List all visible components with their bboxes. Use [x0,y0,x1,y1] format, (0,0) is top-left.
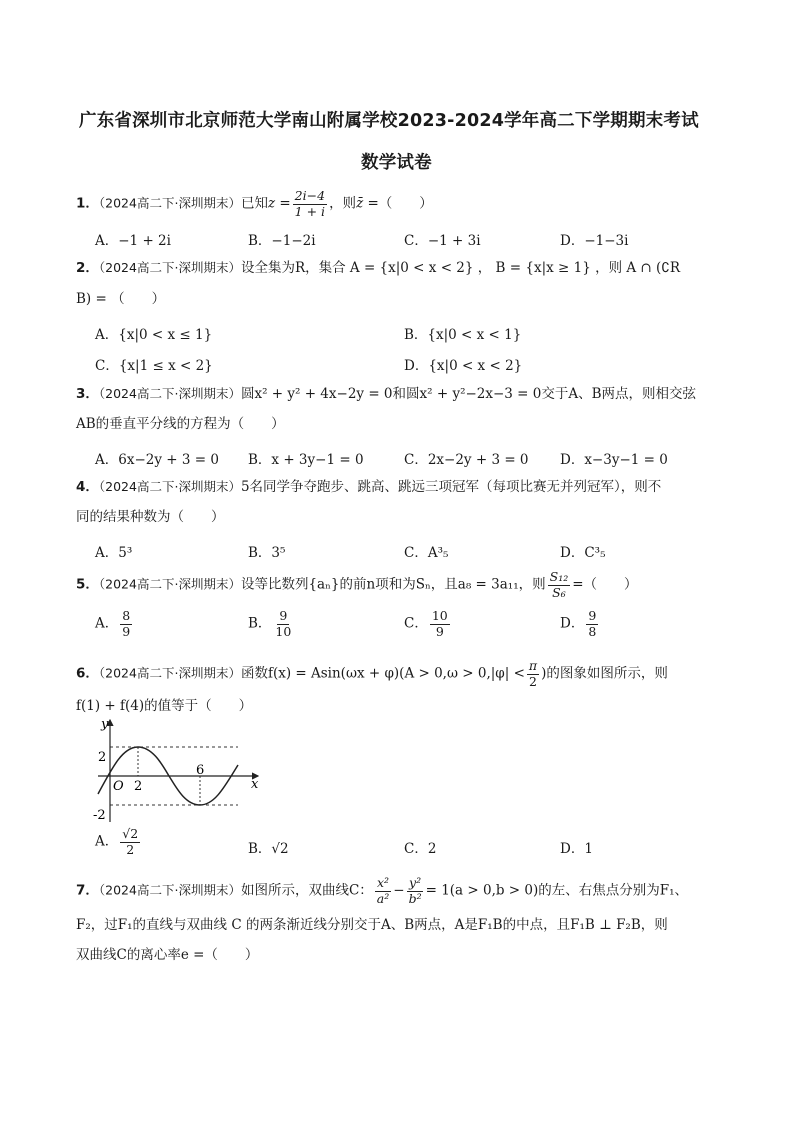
option-c: C．2x−2y + 3 = 0 [404,452,529,468]
origin-label: O [113,779,124,794]
exam-subtitle: 数学试卷 [361,153,432,173]
question-6-line2: f(1) + f(4)的值等于（ ） [76,698,253,714]
option-d: D．1 [560,841,593,857]
question-number: 2． [76,260,99,276]
tick-label-ymin: -2 [93,808,106,823]
question-2-line2: B) = （ ） [76,291,166,307]
question-number: 3． [76,386,99,402]
answer-blank: （ ） [378,195,433,212]
fraction: $\frac{\text{y²}}{\text{b²}}$ [408,875,422,906]
fraction: $\frac{\text{S₁₂}}{\text{S₆}}$ [549,569,569,600]
y-axis-label: y [101,717,109,732]
option-d: D．x−3y−1 = 0 [560,452,668,468]
tick-label-6: 6 [196,763,205,778]
option-d: D． $\frac{9}{8}$ [560,608,597,639]
question-source-tag: （2024高二下·深圳期末） [98,576,241,592]
exam-title: 广东省深圳市北京师范大学南山附属学校2023-2024学年高二下学期期末考试 [79,111,699,131]
fraction: $\frac{\text{x²}}{\text{a²}}$ [376,875,390,906]
question-5 [76,571,638,599]
sine-graph [88,716,268,826]
question-text: 函数f(x) = Asin(ωx + φ)(A > 0,ω > 0,|φ| < [240,665,525,682]
question-number: 1． [76,195,99,212]
option-b: B．{x|0 < x < 1} [404,327,522,343]
question-2 [76,259,680,277]
option-b: B．−1−2i [248,233,316,249]
question-text: 如图所示，双曲线C： [240,882,373,899]
option-a: A．−1 + 2i [95,233,171,249]
question-source-tag: （2024高二下·深圳期末） [98,882,241,898]
fraction: $\frac{2i-4}{1 + i}$ [294,188,326,219]
question-3 [76,385,696,403]
option-a: A． $\frac{√2}{2}$ [95,826,139,857]
x-axis-label: x [251,777,259,792]
question-source-tag: （2024高二下·深圳期末） [98,386,241,401]
question-3-line2: AB的垂直平分线的方程为（ ） [76,416,285,432]
option-c: C．{x|1 ≤ x < 2} [95,358,213,374]
question-7-line2: F₂，过F₁的直线与双曲线 C 的两条渐近线分别交于A、B两点，A是F₁B的中点，且F₁B ⊥ F₂B，则 [76,917,668,933]
option-c: C． $\frac{10}{9}$ [404,608,448,639]
fraction: $\frac{\pi}{2}$ [528,658,538,689]
option-c: C．−1 + 3i [404,233,481,249]
question-number: 5． [76,576,99,593]
question-text: 已知 [240,195,268,212]
question-number: 7． [76,882,99,899]
option-b: B．x + 3y−1 = 0 [248,452,364,468]
option-d: D．C³₅ [560,545,606,561]
tick-label-ymax: 2 [98,750,107,765]
math-expression: z = [267,195,291,212]
question-number: 4． [76,479,99,495]
question-source-tag: （2024高二下·深圳期末） [98,479,241,494]
question-7-line3: 双曲线C的离心率e =（ ） [76,947,259,963]
question-source-tag: （2024高二下·深圳期末） [98,260,241,275]
option-b: B．√2 [248,841,289,857]
option-d: D．{x|0 < x < 2} [404,358,523,374]
question-6 [76,660,668,688]
option-a: A．{x|0 < x ≤ 1} [95,327,213,343]
question-7: 7．（2024高二下·深圳期末）如图所示，双曲线C： $\frac{\text{x²}}{\text{a²}}$ − $\frac{\text{y²}}{\text{b²}}$ = 1(a > 0,b > 0)的左、右焦点分别为F₁、 [76,875,689,906]
question-text: ，则 [329,195,357,212]
question-source-tag: （2024高二下·深圳期末） [98,665,241,681]
question-source-tag: （2024高二下·深圳期末） [98,195,241,211]
option-b: B． $\frac{9}{10}$ [248,608,292,639]
option-a: A．6x−2y + 3 = 0 [95,452,219,468]
option-c: C．2 [404,841,437,857]
option-d: D．−1−3i [560,233,629,249]
question-text: 圆x² + y² + 4x−2y = 0和圆x² + y²−2x−3 = 0交于A、B两点，则相交弦 [240,386,697,402]
option-b: B．3⁵ [248,545,286,561]
question-4 [76,478,661,496]
question-number: 6． [76,665,99,682]
option-c: C．A³₅ [404,545,449,561]
tick-label-2: 2 [134,779,143,794]
question-text: 设等比数列{aₙ}的前n项和为Sₙ，且a₈ = 3a₁₁，则 [240,576,546,593]
question-text: 设全集为R，集合 A = {x|0 < x < 2} ， B = {x|x ≥ 1} ，则 A ∩ (∁R [240,260,681,276]
question-text: = 1(a > 0,b > 0)的左、右焦点分别为F₁、 [425,882,689,899]
option-a: A． $\frac{8}{9}$ [95,608,131,639]
question-4-line2: 同的结果种数为（ ） [76,509,225,525]
question-text: )的图象如图所示，则 [541,665,668,682]
math-expression: z̄ = [356,195,379,212]
question-text: 5名同学争夺跑步、跳高、跳远三项冠军（每项比赛无并列冠军），则不 [240,479,662,495]
option-a: A．5³ [95,545,133,561]
question-1 [76,190,433,218]
question-text: =（ ） [572,576,638,593]
